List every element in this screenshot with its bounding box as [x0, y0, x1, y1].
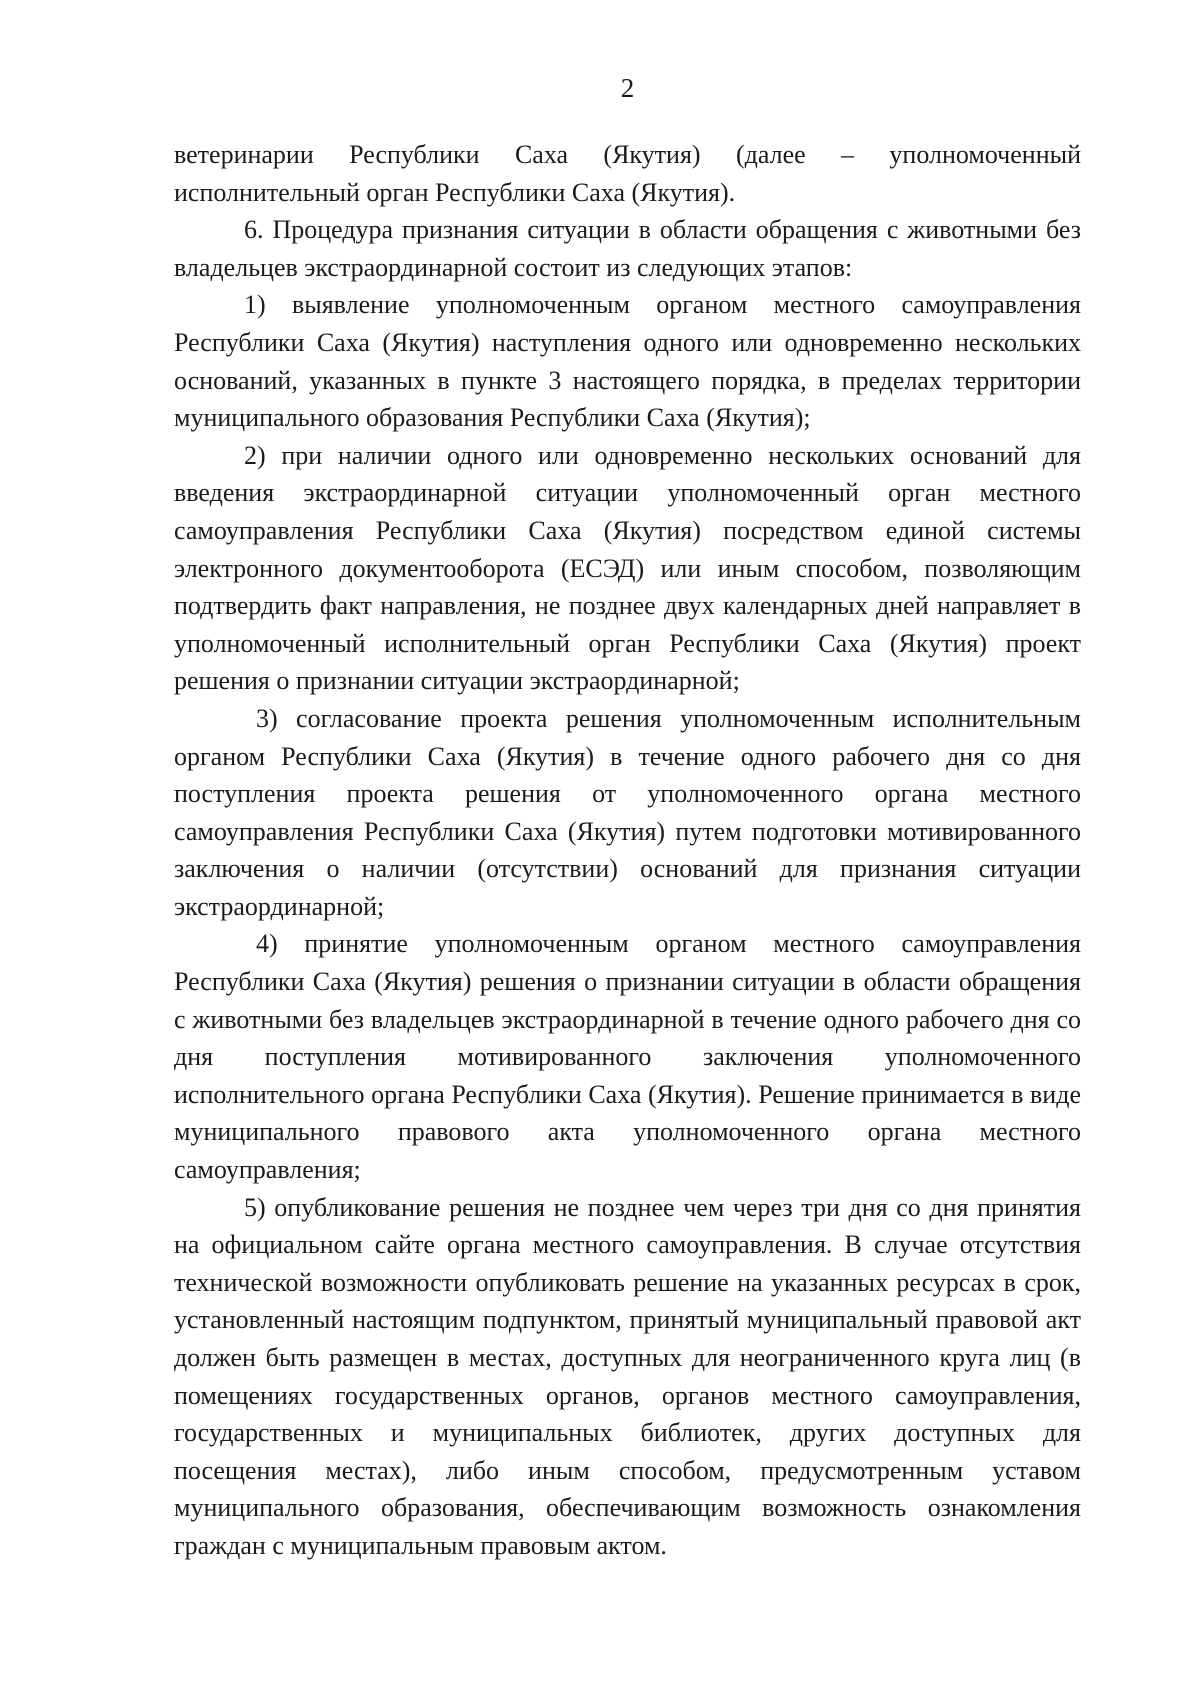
paragraph-subitem-1: 1) выявление уполномоченным органом местного самоуправления Республики Саха (Якутия) наступления одного или одновременно нескольких оснований, указанных в пункте 3 настоящего порядка, в пределах территории муниципального образования Республики Саха (Якутия); [174, 290, 1081, 433]
paragraph-item-6: 6. Процедура признания ситуации в области обращения с животными без владельцев экстраординарной состоит из следующих этапов: [174, 215, 1081, 282]
paragraph-subitem-5: 5) опубликование решения не позднее чем через три дня со дня принятия на официальном сайте органа местного самоуправления. В случае отсутствия технической возможности опубликовать решение на указанных ресурсах в срок, установленный настоящим подпунктом, принятый муниципальный правовой акт должен быть размещен в местах, доступных для неограниченного круга лиц (в помещениях государственных органов, органов местного самоуправления, государственных и муниципальных библиотек, других доступных для посещения местах), либо иным способом, предусмотренным уставом муниципального образования, обеспечивающим возможность ознакомления граждан с муниципальным правовым актом. [174, 1192, 1081, 1560]
paragraph-subitem-4: 4) принятие уполномоченным органом местного самоуправления Республики Саха (Якутия) решения о признании ситуации в области обращения с животными без владельцев экстраординарной в течение одного рабочего дня со дня поступления мотивированного заключения уполномоченного исполнительного органа Республики Саха (Якутия). Решение принимается в виде муниципального правового акта уполномоченного органа местного самоуправления; [174, 929, 1081, 1185]
page-number: 2 [620, 73, 635, 103]
paragraph-subitem-3: 3) согласование проекта решения уполномоченным исполнительным органом Республики Саха (Якутия) в течение одного рабочего дня со дня поступления проекта решения от уполномоченного органа местного самоуправления Республики Саха (Якутия) путем подготовки мотивированного заключения о наличии (отсутствии) оснований для признания ситуации экстраординарной; [174, 703, 1081, 921]
paragraph-continuation: ветеринарии Республики Саха (Якутия) (далее – уполномоченный исполнительный орган Республики Саха (Якутия). [174, 140, 1081, 207]
paragraph-subitem-2: 2) при наличии одного или одновременно нескольких оснований для введения экстраординарной ситуации уполномоченный орган местного самоуправления Республики Саха (Якутия) посредством единой системы электронного документооборота (ЕСЭД) или иным способом, позволяющим подтвердить факт направления, не позднее двух календарных дней направляет в уполномоченный исполнительный орган Республики Саха (Якутия) проект решения о признании ситуации экстраординарной; [174, 440, 1081, 696]
document-body [174, 136, 1081, 1565]
